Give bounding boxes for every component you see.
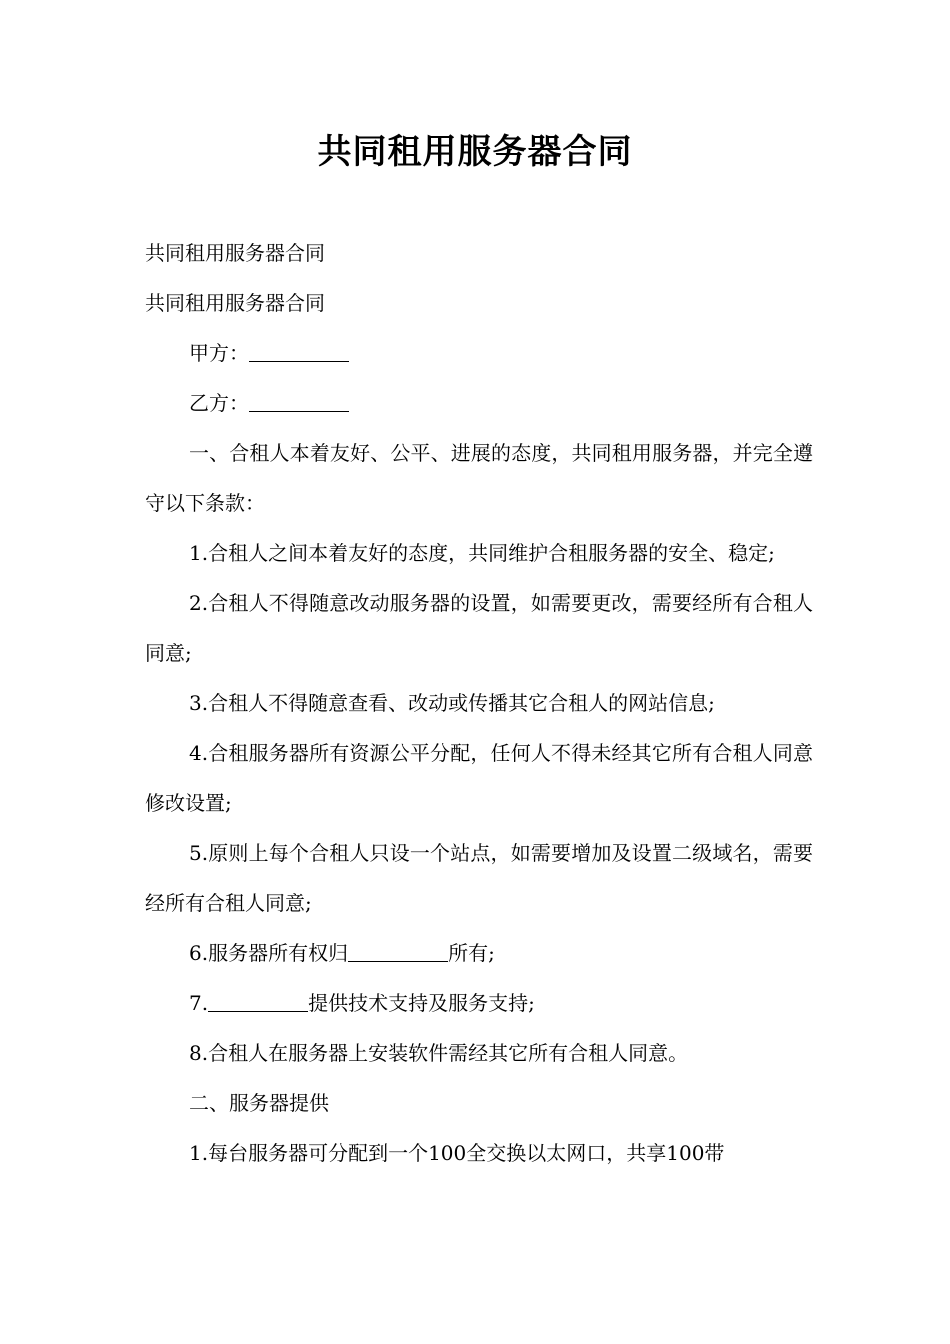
subtitle-line-1: 共同租用服务器合同 <box>145 241 325 265</box>
clause-2: 2.合租人不得随意改动服务器的设置，如需要更改，需要经所有合租人同意; <box>145 591 813 665</box>
clause-7-blank <box>208 991 308 1012</box>
clause-6-blank <box>348 941 448 962</box>
party-b-line <box>145 378 813 428</box>
clause-7-suffix: 提供技术支持及服务支持; <box>308 991 535 1015</box>
section-2-item-1: 1.每台服务器可分配到一个100全交换以太网口，共享100带 <box>189 1141 725 1165</box>
clause-1: 1.合租人之间本着友好的态度，共同维护合租服务器的安全、稳定; <box>189 541 775 565</box>
party-b-blank <box>249 391 349 412</box>
document-body <box>145 228 813 1178</box>
party-b-label: 乙方： <box>189 391 249 415</box>
clause-7-prefix: 7. <box>189 991 209 1015</box>
clause-6-prefix: 6.服务器所有权归 <box>189 941 349 965</box>
party-a-label: 甲方： <box>189 341 249 365</box>
document-title: 共同租用服务器合同 <box>317 132 633 172</box>
section-2-heading: 二、服务器提供 <box>189 1091 329 1115</box>
clause-5: 5.原则上每个合租人只设一个站点，如需要增加及设置二级域名，需要经所有合租人同意; <box>145 841 813 915</box>
clause-8: 8.合租人在服务器上安装软件需经其它所有合租人同意。 <box>189 1041 689 1065</box>
clause-3: 3.合租人不得随意查看、改动或传播其它合租人的网站信息; <box>189 691 715 715</box>
clause-4: 4.合租服务器所有资源公平分配，任何人不得未经其它所有合租人同意修改设置; <box>145 741 813 815</box>
clause-6-suffix: 所有; <box>448 941 495 965</box>
clause-7 <box>145 978 813 1028</box>
party-a-blank <box>249 341 349 362</box>
clause-6 <box>145 928 813 978</box>
section-1-heading: 一、合租人本着友好、公平、进展的态度，共同租用服务器，并完全遵守以下条款： <box>145 441 813 515</box>
subtitle-line-2: 共同租用服务器合同 <box>145 291 325 315</box>
party-a-line <box>145 328 813 378</box>
